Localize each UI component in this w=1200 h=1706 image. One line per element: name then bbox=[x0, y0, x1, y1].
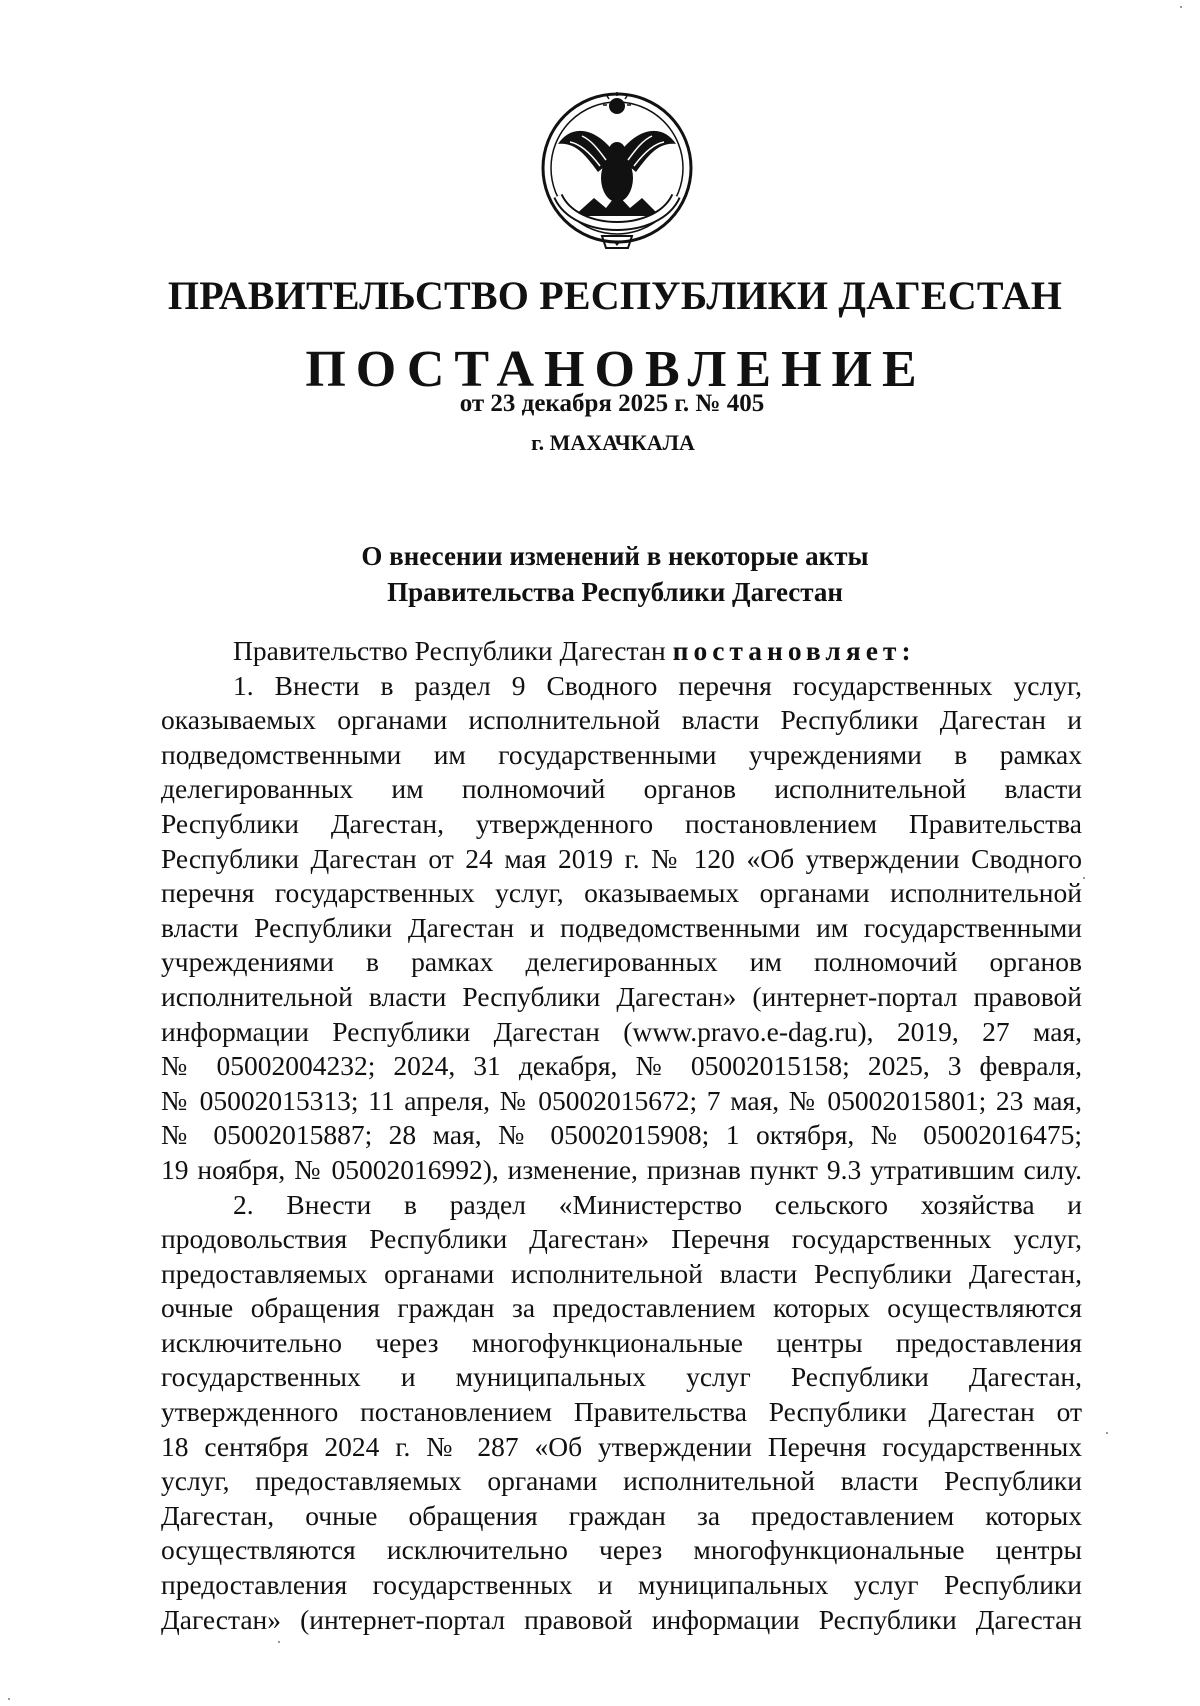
paragraph1-line: учреждениями в рамках делегированных им полномочий органов bbox=[161, 946, 1082, 978]
svg-text:♦: ♦ bbox=[613, 239, 621, 248]
paragraph2-line: исключительно через многофункциональные центры предоставления bbox=[161, 1326, 1082, 1358]
paragraph2-line: утвержденного постановлением Правительства Республики Дагестан от bbox=[161, 1396, 1082, 1428]
document-date-number: от 23 декабря 2025 г. № 405 bbox=[459, 390, 765, 417]
scan-speck bbox=[278, 1641, 280, 1643]
paragraph1-line: Республики Дагестан от 24 мая 2019 г. № 120 «Об утверждении Сводного bbox=[161, 842, 1082, 874]
paragraph1-line: оказываемых органами исполнительной власти Республики Дагестан и bbox=[161, 704, 1082, 736]
paragraph2-line: очные обращения граждан за предоставлением которых осуществляются bbox=[161, 1292, 1082, 1324]
paragraph2-line: предоставляемых органами исполнительной власти Республики Дагестан, bbox=[161, 1257, 1082, 1289]
paragraph1-line: 1. Внести в раздел 9 Сводного перечня государственных услуг, bbox=[233, 669, 1082, 701]
paragraph2-line: Дагестан» (интернет-портал правовой информации Республики Дагестан bbox=[161, 1603, 1082, 1635]
document-type: ПОСТАНОВЛЕНИЕ bbox=[305, 341, 927, 398]
scan-speck bbox=[1106, 1432, 1108, 1434]
paragraph2-line: продовольствия Республики Дагестан» Перечня государственных услуг, bbox=[161, 1223, 1082, 1255]
paragraph2-line: 18 сентября 2024 г. № 287 «Об утверждении Перечня государственных bbox=[161, 1430, 1082, 1462]
paragraph1-line: подведомственными им государственными учреждениями в рамках bbox=[161, 738, 1082, 770]
document-city: г. МАХАЧКАЛА bbox=[531, 430, 695, 455]
paragraph1-line: делегированных им полномочий органов исполнительной власти bbox=[161, 773, 1082, 805]
paragraph1-line: Республики Дагестан, утвержденного постановлением Правительства bbox=[161, 807, 1082, 839]
paragraph2-line: государственных и муниципальных услуг Республики Дагестан, bbox=[161, 1361, 1082, 1393]
paragraph1-line: информации Республики Дагестан (www.pravo.e-dag.ru), 2019, 27 мая, bbox=[161, 1015, 1082, 1047]
paragraph2-line: Дагестан, очные обращения граждан за предоставлением которых bbox=[161, 1499, 1082, 1531]
subject-line: Правительства Республики Дагестан bbox=[387, 577, 843, 607]
paragraph2-line: услуг, предоставляемых органами исполнительной власти Республики bbox=[161, 1465, 1082, 1497]
document-body bbox=[161, 634, 1082, 1637]
paragraph2-line: осуществляются исключительно через многофункциональные центры bbox=[161, 1534, 1082, 1566]
document-subject bbox=[0, 538, 1200, 610]
intro-line bbox=[161, 634, 1082, 669]
scan-speck bbox=[1180, 6, 1182, 8]
paragraph2-line: 2. Внести в раздел «Министерство сельского хозяйства и bbox=[233, 1188, 1082, 1220]
intro-decree-word: постановляет: bbox=[672, 635, 916, 666]
paragraph1-line: № 05002015887; 28 мая, № 05002015908; 1 октября, № 05002016475; bbox=[161, 1119, 1082, 1151]
paragraph1-line: власти Республики Дагестан и подведомственными им государственными bbox=[161, 911, 1082, 943]
paragraph1-line: № 05002015313; 11 апреля, № 05002015672; 7 мая, № 05002015801; 23 мая, bbox=[161, 1084, 1082, 1116]
scan-speck bbox=[8, 1698, 10, 1700]
government-title: ПРАВИТЕЛЬСТВО РЕСПУБЛИКИ ДАГЕСТАН bbox=[167, 273, 1063, 318]
intro-text: Правительство Республики Дагестан bbox=[233, 635, 666, 666]
subject-line: О внесении изменений в некоторые акты bbox=[361, 541, 869, 571]
paragraph1-line: исполнительной власти Республики Дагестан» (интернет-портал правовой bbox=[161, 980, 1082, 1012]
paragraph2-line: предоставления государственных и муниципальных услуг Республики bbox=[161, 1569, 1082, 1601]
dagestan-coat-of-arms-icon bbox=[536, 86, 698, 256]
paragraph1-line: 19 ноября, № 05002016992), изменение, признав пункт 9.3 утратившим силу. bbox=[161, 1153, 1082, 1185]
scan-speck bbox=[1083, 877, 1085, 879]
paragraph1-line: № 05002004232; 2024, 31 декабря, № 05002015158; 2025, 3 февраля, bbox=[161, 1050, 1082, 1082]
paragraph1-line: перечня государственных услуг, оказываемых органами исполнительной bbox=[161, 877, 1082, 909]
